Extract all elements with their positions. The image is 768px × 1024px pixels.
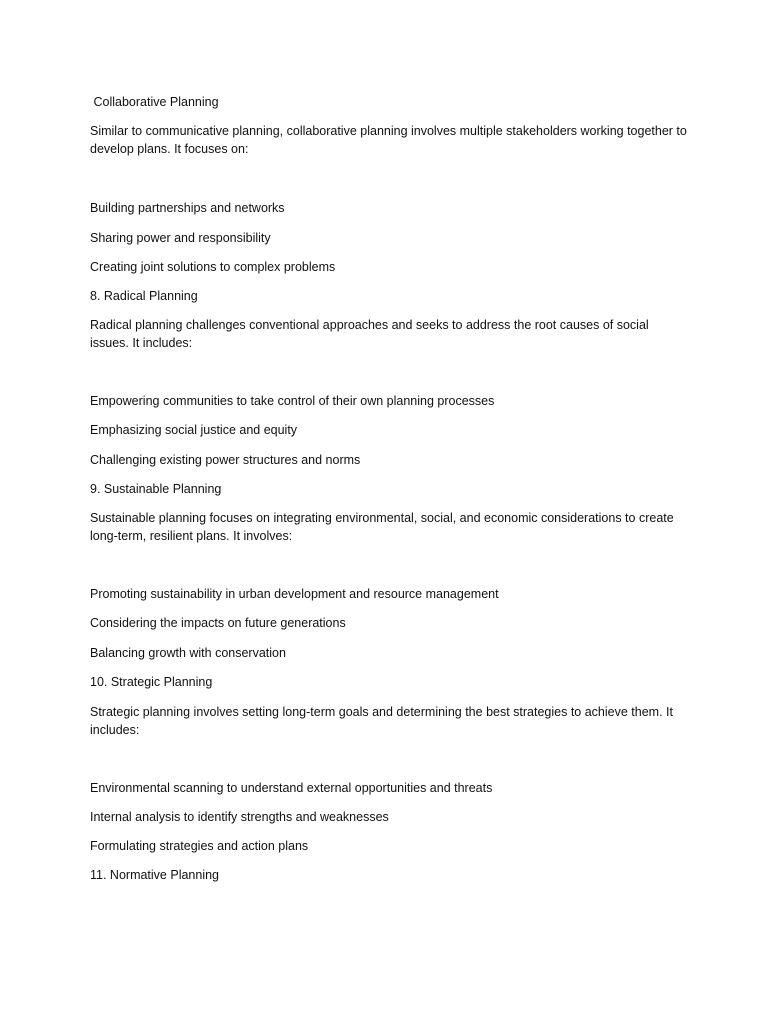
section-heading: 11. Normative Planning (90, 868, 220, 882)
list-item: Emphasizing social justice and equity (90, 423, 298, 437)
section-intro: Sustainable planning focuses on integrating environmental, social, and economic considerations to create long-term, resilient plans. It involves: (90, 511, 674, 543)
list-item: Considering the impacts on future generations (90, 616, 346, 630)
section-heading: 8. Radical Planning (90, 289, 198, 303)
list-item: Formulating strategies and action plans (90, 839, 309, 853)
list-item: Promoting sustainability in urban development and resource management (90, 587, 499, 601)
list-item: Creating joint solutions to complex problems (90, 260, 336, 274)
section-intro: Strategic planning involves setting long-term goals and determining the best strategies to achieve them. It includes: (90, 705, 673, 737)
list-item: Internal analysis to identify strengths and weaknesses (90, 810, 389, 824)
section-intro: Similar to communicative planning, collaborative planning involves multiple stakeholders working together to develop plans. It focuses on: (90, 124, 687, 156)
section-intro: Radical planning challenges conventional approaches and seeks to address the root causes of social issues. It includes: (90, 318, 649, 350)
list-item: Sharing power and responsibility (90, 231, 271, 245)
section-heading: 10. Strategic Planning (90, 675, 213, 689)
list-item: Building partnerships and networks (90, 201, 285, 215)
list-item: Environmental scanning to understand external opportunities and threats (90, 781, 493, 795)
list-item: Balancing growth with conservation (90, 646, 286, 660)
list-item: Challenging existing power structures and norms (90, 453, 361, 467)
section-heading: 9. Sustainable Planning (90, 482, 222, 496)
section-heading: Collaborative Planning (90, 95, 219, 109)
list-item: Empowering communities to take control of their own planning processes (90, 394, 495, 408)
